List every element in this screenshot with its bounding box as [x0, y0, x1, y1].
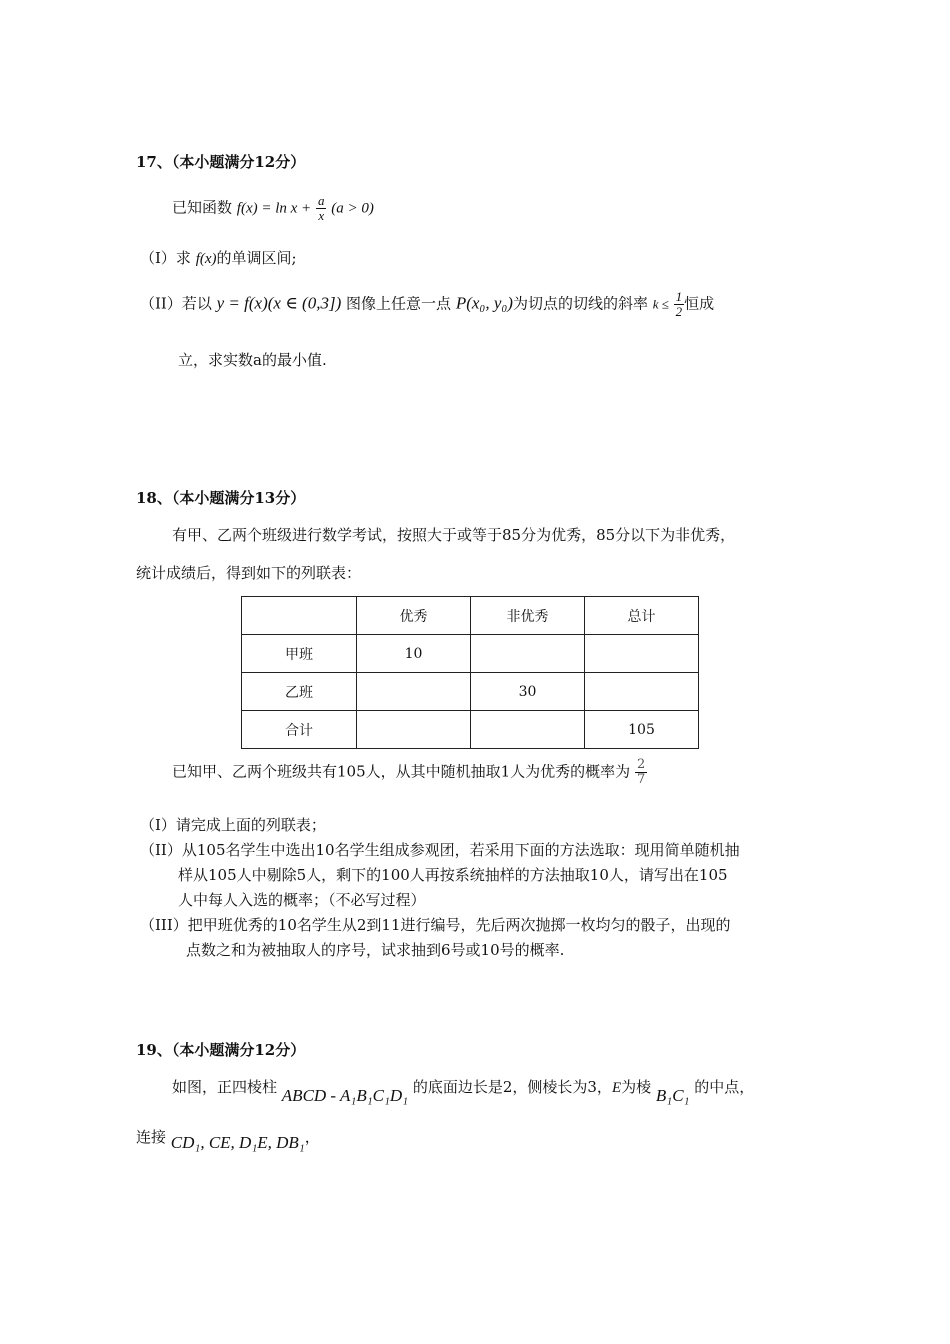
- q18-part3-line2: 点数之和为被抽取人的序号，试求抽到6号或10号的概率.: [186, 941, 565, 959]
- q19-prism-name: ABCD - A₁B₁C₁D₁: [281, 1086, 409, 1105]
- q17-function-statement: [172, 194, 374, 223]
- q18-intro-line2: 统计成绩后，得到如下的列联表：: [136, 564, 362, 582]
- table-cell: [471, 711, 585, 749]
- table-cell: 甲班: [242, 635, 357, 673]
- table-header-cell: 优秀: [357, 597, 471, 635]
- table-cell: [357, 673, 471, 711]
- table-cell: 乙班: [242, 673, 357, 711]
- q19-heading: 19、（本小题满分12分）: [136, 1041, 306, 1059]
- table-cell: 30: [471, 673, 585, 711]
- table-header-cell: [242, 597, 357, 635]
- q17-part2: （II）若以 y = f(x)(x ∈ (0,3]) 图像上任意一点 P(x₀, y₀)为切点的切线的斜率 k ≤ $\frac{1}{2}$ 恒成: [140, 289, 715, 319]
- q19-segments: CD₁, CE, D₁E, DB₁: [170, 1133, 305, 1152]
- q19-connect: 连接 CD₁, CE, D₁E, DB₁，: [136, 1128, 320, 1152]
- q18-known-statement: 已知甲、乙两个班级共有105人，从其中随机抽取1人为优秀的概率为 $\frac{2}{7}$: [172, 757, 646, 787]
- table-header-cell: 非优秀: [471, 597, 585, 635]
- q19-edge-name: B₁C₁: [655, 1086, 690, 1105]
- table-cell: 10: [357, 635, 471, 673]
- q18-part2-line1: （II）从105名学生中选出10名学生组成参观团，若采用下面的方法选取：现用简单随机抽: [140, 841, 740, 859]
- table-cell: 合计: [242, 711, 357, 749]
- q18-heading: 18、（本小题满分13分）: [136, 489, 306, 507]
- table-header-row: [242, 597, 699, 635]
- q18-intro-line1: 有甲、乙两个班级进行数学考试，按照大于或等于85分为优秀，85分以下为非优秀，: [172, 526, 736, 544]
- table-cell: [471, 635, 585, 673]
- table-cell: [585, 635, 699, 673]
- q17-func-cond: (a > 0): [331, 200, 374, 217]
- table-row: [242, 711, 699, 749]
- q18-part3-line1: （III）把甲班优秀的10名学生从2到11进行编号，先后两次抛掷一枚均匀的骰子，出现的: [140, 916, 731, 934]
- q17-heading: 17、（本小题满分12分）: [136, 153, 306, 171]
- table-row: [242, 673, 699, 711]
- table-header-cell: 总计: [585, 597, 699, 635]
- q18-part1: （I）请完成上面的列联表；: [140, 816, 326, 834]
- table-row: [242, 635, 699, 673]
- q17-func-fraction: $\frac{a}{x}$: [317, 193, 325, 223]
- q17-intro: 已知函数: [172, 198, 233, 217]
- q18-known-fraction: $\frac{2}{7}$: [636, 757, 646, 787]
- table-cell: [585, 673, 699, 711]
- q19-intro: 如图，正四棱柱 ABCD - A₁B₁C₁D₁ 的底面边长是2，侧棱长为3，E为棱 B₁C₁ 的中点，: [172, 1078, 755, 1105]
- q17-part2-fraction: $\frac{1}{2}$: [675, 289, 683, 319]
- q18-part2-line3: 人中每人入选的概率；（不必写过程）: [178, 891, 426, 909]
- q17-func-lhs: f(x) = ln x +: [236, 200, 312, 217]
- table-cell: 105: [585, 711, 699, 749]
- contingency-table: [241, 596, 699, 749]
- table-cell: [357, 711, 471, 749]
- q18-part2-line2: 样从105人中剔除5人，剩下的100人再按系统抽样的方法抽取10人，请写出在105: [178, 866, 728, 884]
- q17-part1: （I）求 f(x)的单调区间;: [140, 249, 297, 267]
- q17-part2-continued: 立，求实数a的最小值.: [178, 351, 327, 369]
